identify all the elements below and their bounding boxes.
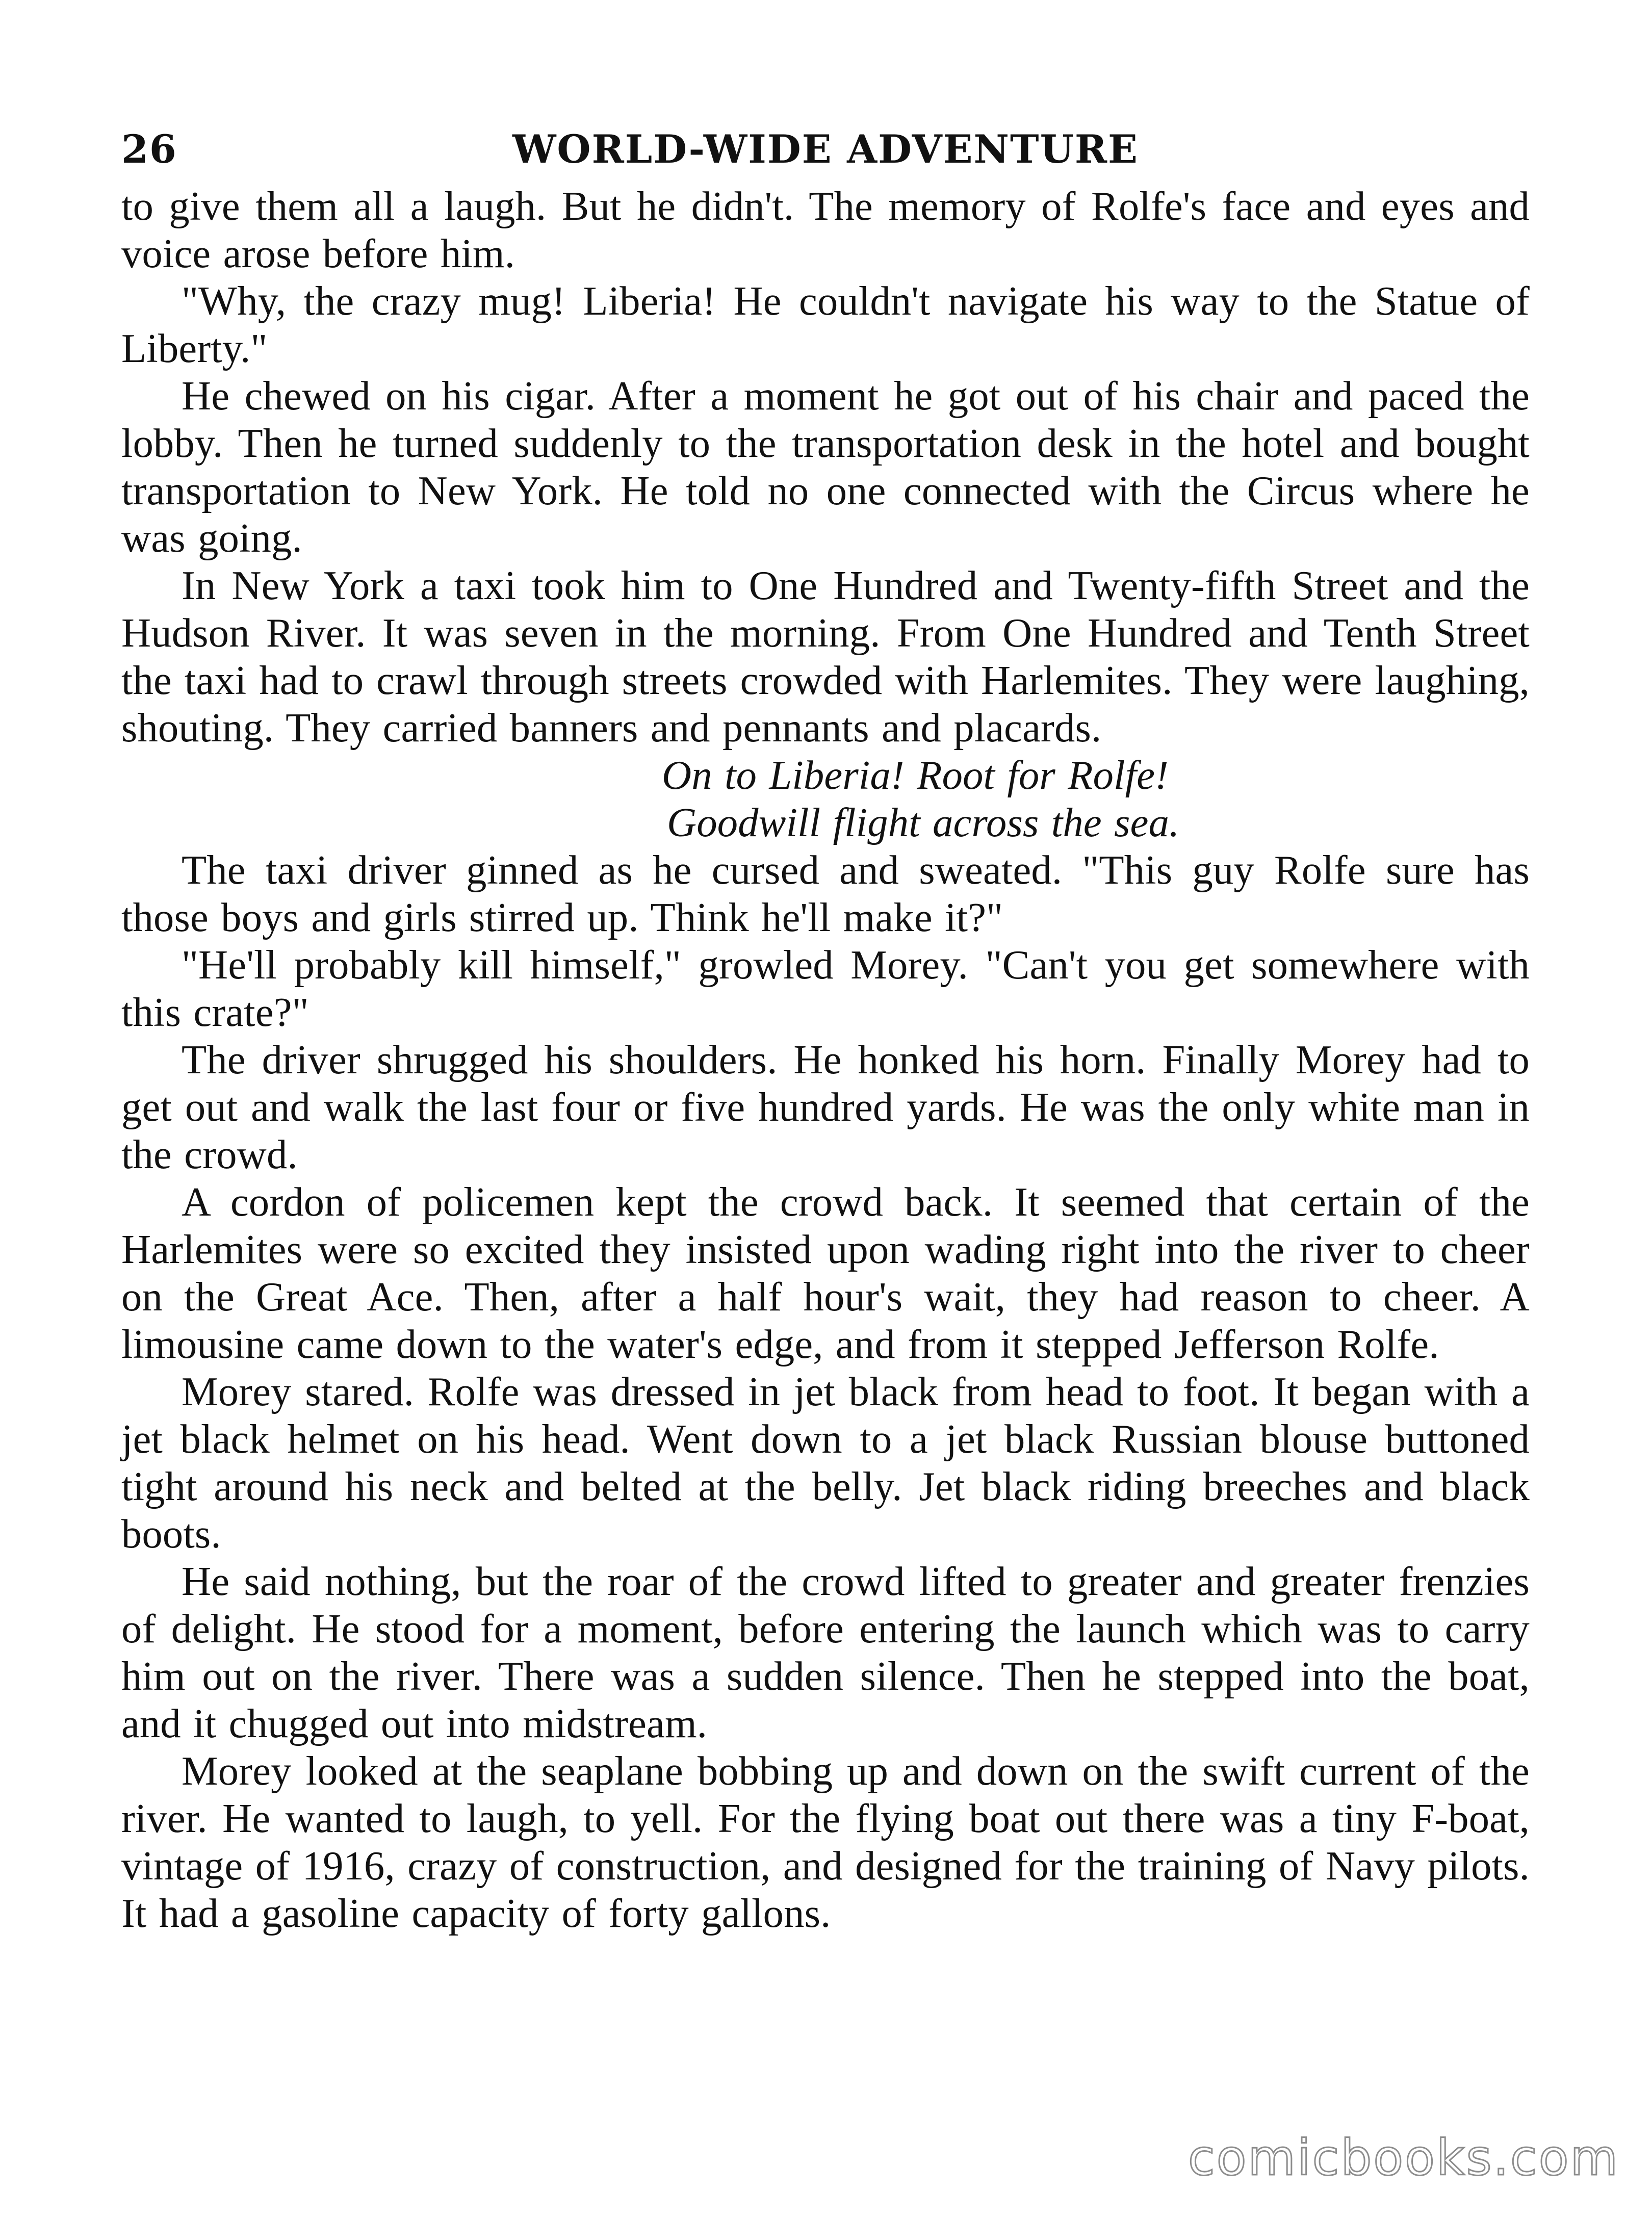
paragraph-3: He chewed on his cigar. After a moment he got out of his chair and paced the lobby. Then he turned suddenly to the transportation desk in the hotel and bought transportation to New York. He told no one connected with the Circus where he was going. — [121, 373, 1530, 561]
page-content — [121, 126, 1530, 1937]
paragraph-4: In New York a taxi took him to One Hundred and Twenty-fifth Street and the Hudson River. It was seven in the morning. From One Hundred and Tenth Street the taxi had to crawl through streets crowded with Harlemites. They were laughing, shouting. They carried banners and pennants and placards. — [121, 563, 1530, 751]
page-number: 26 — [121, 126, 177, 172]
body-text — [121, 183, 1530, 1937]
paragraph-5: The taxi driver ginned as he cursed and sweated. "This guy Rolfe sure has those boys and girls stirred up. Think he'll make it?" — [121, 847, 1530, 940]
page-header — [121, 126, 1530, 183]
placard-verse-line-2: Goodwill flight across the sea. — [667, 800, 1180, 845]
paragraph-11: Morey looked at the seaplane bobbing up and down on the swift current of the river. He wanted to laugh, to yell. For the flying boat out there was a tiny F-boat, vintage of 1916, crazy of construction, and designed for the training of Navy pilots. It had a gasoline capacity of forty gallons. — [121, 1748, 1530, 1936]
paragraph-7: The driver shrugged his shoulders. He honked his horn. Finally Morey had to get out and walk the last four or five hundred yards. He was the only white man in the crowd. — [121, 1037, 1530, 1177]
running-head: WORLD-WIDE ADVENTURE — [512, 126, 1139, 172]
watermark: comicbooks.com — [1188, 2129, 1619, 2186]
paragraph-1: to give them all a laugh. But he didn't. The memory of Rolfe's face and eyes and voice arose before him. — [121, 184, 1530, 276]
paragraph-9: Morey stared. Rolfe was dressed in jet black from head to foot. It began with a jet black helmet on his head. Went down to a jet black Russian blouse buttoned tight around his neck and belted at the belly. Jet black riding breeches and black boots. — [121, 1369, 1530, 1557]
paragraph-2: "Why, the crazy mug! Liberia! He couldn't navigate his way to the Statue of Liberty." — [121, 278, 1530, 371]
paragraph-6: "He'll probably kill himself," growled Morey. "Can't you get somewhere with this crate?" — [121, 942, 1530, 1035]
paragraph-10: He said nothing, but the roar of the crowd lifted to greater and greater frenzies of delight. He stood for a moment, before entering the launch which was to carry him out on the river. There was a sudden silence. Then he stepped into the boat, and it chugged out into midstream. — [121, 1559, 1530, 1746]
paragraph-8: A cordon of policemen kept the crowd back. It seemed that certain of the Harlemites were so excited they insisted upon wading right into the river to cheer on the Great Ace. Then, after a half hour's wait, they had reason to cheer. A limousine came down to the water's edge, and from it stepped Jefferson Rolfe. — [121, 1179, 1530, 1367]
placard-verse-line-1: On to Liberia! Root for Rolfe! — [662, 753, 1169, 798]
